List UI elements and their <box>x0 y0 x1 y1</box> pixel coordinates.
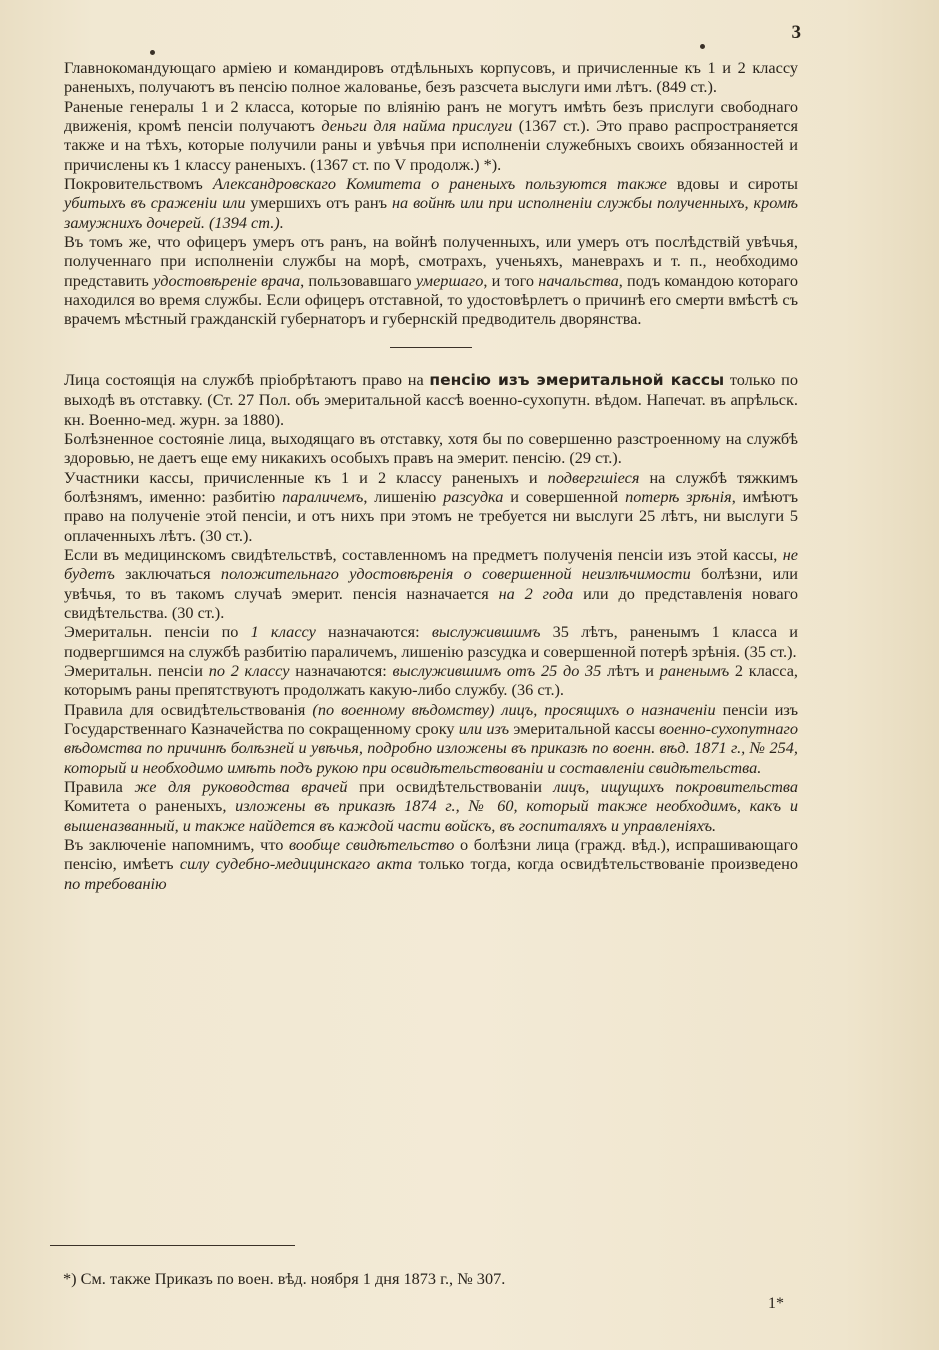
text-run: Комитета о раненыхъ <box>64 796 223 816</box>
text-run: Правила <box>64 777 123 797</box>
emphasis: выслужившимъ <box>431 622 541 642</box>
text-run: , подъ командою котораго находился во время службы. Если офицеръ отставной, то удостовѣрлетъ о причинѣ его смерти вмѣстѣ съ врачемъ мѣстный гражданскій губернаторъ и губернскій предводитель дворянства. <box>64 270 798 329</box>
text-run: , пользовавшаго <box>300 270 416 290</box>
text-run: лѣтъ и <box>601 660 660 680</box>
emphasis: положительнаго удостовѣренія о совершенной неизлѣчимости <box>220 564 691 584</box>
paragraph <box>64 468 798 545</box>
emphasis: лицъ, ищущихъ покровительства <box>541 777 798 797</box>
text-run: 35 лѣтъ, раненымъ 1 класса и подвергшимся на службѣ разбитію параличемъ, лишенію разсудка и совершенной потерѣ зрѣнія. (35 ст.). <box>64 622 799 661</box>
text-run: пенсіи изъ Государственнаго Казначейства по сокращенному сроку <box>64 699 798 738</box>
text-run: 2 класса, которымъ раны препятствуютъ продолжать какую-либо службу. (36 ст.). <box>64 660 798 700</box>
emphasis: военно-сухопутнаго вѣдомства по причинѣ болѣзней и увѣчья, подробно изложены въ приказѣ по военн. вѣд. 1871 г., № 254, который и необходимо имѣть подъ рукою при освидѣтельствованіи и составленіи свидѣтельства. <box>64 719 799 777</box>
page-number: 3 <box>791 22 801 43</box>
emphasis: параличемъ <box>282 486 364 506</box>
paragraph <box>64 58 798 97</box>
text-run: назначаются: <box>315 622 432 642</box>
emphasis: потерѣ зрѣнія <box>625 486 732 506</box>
text-run: или до представленія новаго свидѣтельства. (30 ст.). <box>64 583 799 622</box>
text-run: на службѣ тяжкимъ болѣзнямъ, именно: разбитію <box>64 467 798 506</box>
text-run: Правила для освидѣтельствованія <box>64 699 306 719</box>
text-run: , и того <box>483 270 539 290</box>
ink-speck <box>150 50 155 55</box>
text-run: Лица состоящія на службѣ пріобрѣтаютъ право на <box>64 369 430 389</box>
emphasis: умершаго <box>415 270 484 290</box>
text-run: при освидѣтельствованіи <box>359 777 542 797</box>
text-run: Эмеритальн. пенсіи <box>64 660 209 680</box>
paragraph <box>64 429 798 468</box>
paragraph <box>64 97 798 174</box>
emphasis: на 2 года <box>498 583 574 603</box>
text-run: Покровительствомъ <box>64 174 203 194</box>
paragraph <box>64 545 798 622</box>
section-divider <box>390 347 472 348</box>
text-run: Раненые генералы 1 и 2 класса, которые по вліянію ранъ не могутъ имѣть безъ прислуги свободнаго движенія, кромѣ пенсіи получаютъ <box>64 96 798 136</box>
section-top <box>64 58 798 329</box>
section-bottom <box>64 370 798 893</box>
emphasis: раненымъ <box>659 660 730 680</box>
emphasis: по 2 классу <box>208 660 290 680</box>
text-run: Болѣзненное состояніе лица, выходящаго въ отставку, хотя бы по совершенно разстроенному на службѣ здоровью, не даетъ еще ему никакихъ особыхъ правъ на эмерит. пенсію. (29 ст.). <box>64 428 798 468</box>
text-run: (1367 ст.). Это право распространяется также и на тѣхъ, которые получили раны и увѣчья при исполненіи служебныхъ своихъ обязанностей и причислены къ 1 классу раненыхъ. (1367 ст. по V продолж.) *). <box>64 116 798 174</box>
ink-speck <box>700 44 705 49</box>
text-run: вдовы и сироты <box>676 174 798 194</box>
text-run: Эмеритальн. пенсіи по <box>64 622 251 642</box>
emphasis: не будетъ <box>64 544 798 584</box>
text-run: Въ томъ же, что офицеръ умеръ отъ ранъ, на войнѣ полученныхъ, или умеръ отъ послѣдствій увѣчья, полученнаго при исполненіи службы на морѣ, смотрахъ, ученьяхъ, маневрахъ и т. п., необходимо представить <box>64 232 798 290</box>
emphasis: , изложены въ приказѣ 1874 г., № 60, который также необходимъ, какъ и вышеназванный, и также найдется въ каждой части войскъ, въ госпиталяхъ и управленіяхъ. <box>64 796 798 835</box>
emphasis: подвергшіеся <box>547 467 640 487</box>
footnote-rule <box>50 1245 295 1246</box>
paragraph <box>64 622 798 661</box>
emphasis: Александровскаго Комитета о раненыхъ пользуются также <box>202 174 677 194</box>
text-run: , лишенію <box>363 486 444 506</box>
text-run: умершихъ отъ ранъ <box>250 193 388 213</box>
emphasis: убитыхъ въ сраженіи или <box>64 193 251 213</box>
bold-term: пенсію изъ эмеритальной кассы <box>429 370 725 389</box>
text-run: болѣзни, или увѣчья, то въ такомъ случаѣ эмерит. пенсія назначается <box>64 564 798 603</box>
text-run: эмеритальной кассы <box>513 719 655 738</box>
emphasis: на войнѣ или при исполненіи службы полученныхъ, кромѣ замужнихъ дочерей. (1394 ст.). <box>64 193 798 232</box>
emphasis: разсудка <box>443 486 504 506</box>
text-run: , имѣютъ право на полученіе этой пенсіи, и отъ нихъ при этомъ не требуется ни выслуги 25 лѣтъ, ни выслуги 5 оплаченныхъ лѣтъ. (30 ст.). <box>64 486 798 545</box>
paragraph <box>64 174 798 232</box>
text-body <box>64 58 798 893</box>
emphasis: же для руководства врачей <box>122 777 359 797</box>
text-run: заключаться <box>114 564 221 584</box>
paragraph <box>64 835 798 893</box>
footnote: *) См. также Приказъ по воен. вѣд. ноября 1 дня 1873 г., № 307. <box>63 1269 506 1288</box>
paragraph <box>64 370 798 429</box>
emphasis: или изъ <box>454 719 514 738</box>
text-run: Въ заключеніе напомнимъ, что <box>64 835 290 855</box>
text-run: о болѣзни лица (гражд. вѣд.), испрашивающаго пенсію, имѣетъ <box>64 835 798 874</box>
emphasis: деньги для найма прислуги <box>321 116 513 136</box>
emphasis: удостовѣреніе врача <box>153 270 301 290</box>
emphasis: выслужившимъ отъ 25 до 35 <box>392 660 602 680</box>
paragraph <box>64 232 798 329</box>
paragraph <box>64 700 798 777</box>
text-run: Если въ медицинскомъ свидѣтельствѣ, составленномъ на предметъ полученія пенсіи изъ этой кассы, <box>64 544 783 564</box>
paragraph <box>64 777 798 835</box>
text-run: только по выходѣ въ отставку. (Ст. 27 Пол. объ эмеритальной кассѣ военно-сухопутн. вѣдом. Напечат. въ апрѣльск. кн. Военно-мед. журн. за 1880). <box>64 369 798 429</box>
paragraph <box>64 661 798 700</box>
text-run: только тогда, когда освидѣтельствованіе произведено <box>412 854 798 874</box>
emphasis: вообще свидѣтельство <box>289 835 455 855</box>
emphasis: (по военному вѣдомству) лицъ, просящихъ о назначеніи <box>305 699 723 719</box>
emphasis: по требованію <box>64 873 167 893</box>
text-run: и совершенной <box>503 486 626 506</box>
signature-mark: 1* <box>768 1295 784 1312</box>
emphasis: начальства <box>538 270 619 290</box>
text-run: назначаются: <box>289 660 393 680</box>
text-run: Участники кассы, причисленные къ 1 и 2 классу раненыхъ и <box>64 467 548 487</box>
text-run: Главнокомандующаго арміею и командировъ отдѣльныхъ корпусовъ, и причисленные къ 1 и 2 классу раненыхъ, получаютъ въ пенсію полное жалованье, безъ разсчета выслуги ими лѣтъ. (849 ст.). <box>64 58 798 97</box>
emphasis: силу судебно-медицинскаго акта <box>179 854 413 874</box>
emphasis: 1 классу <box>250 622 316 642</box>
